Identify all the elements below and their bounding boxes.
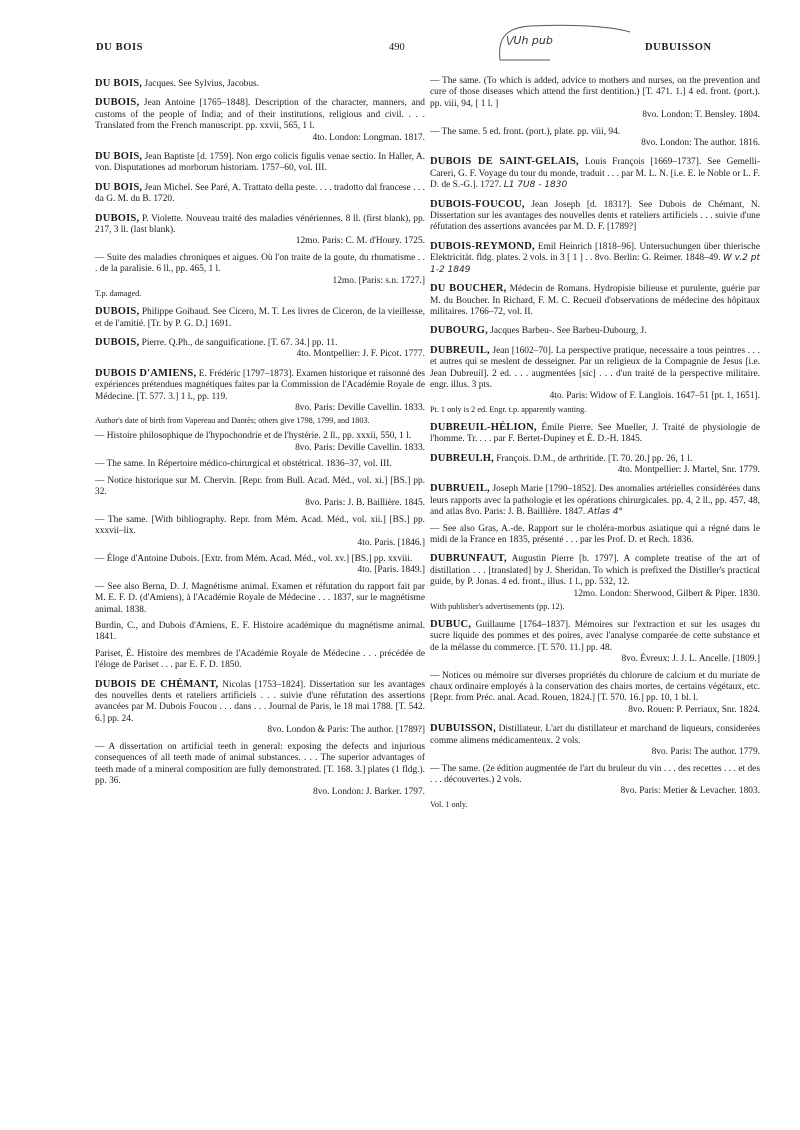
- bibliography-entry: [430, 199, 760, 234]
- entry-headword: DUBOURG,: [430, 325, 488, 337]
- entry-text: P. Violette. Nouveau traité des maladies vénériennes. 8 ll. (first blank), pp. 217, 3 ll. (last blank).: [95, 213, 426, 236]
- bibliography-entry: [95, 182, 425, 206]
- bibliography-entry: [430, 325, 760, 337]
- bibliography-entry: [430, 422, 760, 446]
- entry-text: Augustin Pierre [b. 1797]. A complete treatise of the art of distillation . . . [translated] by J. Sheridan. To which is prefixed the Distiller's practical guide, by P. Jonas. 4 ed. front., illus. 1 l., pp. 532, 12.: [430, 554, 761, 588]
- entry-imprint: 8vo. London: T. Bensley. 1804.: [642, 110, 760, 121]
- left-column: [95, 78, 425, 806]
- entry-text: Jacques. See Sylvius, Jacobus.: [144, 79, 260, 89]
- entry-headword: DUBUC,: [430, 619, 472, 631]
- entry-headword: DUBOIS,: [95, 212, 140, 224]
- entry-text: Jean Antoine [1765–1848]. Description of the character, manners, and customs of the people of India; and of their institutions, religious and civil. . . . Translated from the French manuscript. pp. xxvii, 565, 1 l.: [95, 98, 425, 132]
- entry-text: — The same. (2e édition augmentée de l'art du bruleur du vin . . . des recettes . . . et des . . . découvertes.) 2 vols.: [430, 763, 760, 785]
- entry-headword: DUBOIS,: [95, 336, 140, 348]
- bibliography-entry: [430, 76, 760, 122]
- entry-headword: DUBOIS DE SAINT-GELAIS,: [430, 156, 579, 168]
- entry-text: — See also Gras, A.-de. Rapport sur le choléra-morbus asiatique qui a régné dans le midi de la France en 1835, présenté . . . par les Prof. D. et Rech. 1836.: [430, 523, 760, 545]
- entry-text: Pariset, É. Histoire des membres de l'Académie Royale de Médecine . . . précédée de l'éloge de Pariset . . . par E. F. D. 1850.: [95, 648, 425, 671]
- bibliography-entry: [430, 723, 760, 758]
- entry-text: — The same. [With bibliography. Repr. from Mém. Acad. Méd., vol. xii.] [BS.] pp. xxxvii–lix.: [95, 514, 425, 537]
- entry-imprint: 4to. Paris: Widow of F. Langlois. 1647–51 [pt. 1, 1651].: [549, 391, 760, 402]
- entry-imprint: 12mo. Paris: C. M. d'Houry. 1725.: [295, 236, 425, 247]
- bibliography-entry: [430, 524, 760, 547]
- running-header: [0, 34, 800, 64]
- entry-headword: DUBOIS DE CHÉMANT,: [95, 678, 219, 690]
- entry-text: Médecin de Romans. Hydropisie bilieuse et purulente, guérie par M. du Boucher. In Richard, F. M. C. Recueil d'observations de médecine des hôpitaux militaires. 1766–72, vol. II.: [430, 284, 760, 317]
- entry-text: Pierre. Q.Ph., de sanguificatione. [T. 67. 34.] pp. 11.: [141, 337, 338, 348]
- bibliography-entry: [430, 241, 760, 276]
- bibliography-entry: [430, 127, 760, 150]
- bibliography-entry: [95, 431, 425, 454]
- entry-imprint: 8vo. Rouen: P. Perriaux, Snr. 1824.: [628, 704, 760, 715]
- bibliography-entry: [430, 553, 760, 612]
- entry-headword: DU BOIS,: [95, 78, 143, 89]
- entry-headword: DUBOIS-REYMOND,: [430, 240, 535, 252]
- bibliography-entry: [95, 742, 425, 799]
- bibliography-entry: [95, 213, 425, 248]
- entry-imprint: 12mo. [Paris: s.n. 1727.]: [332, 275, 425, 286]
- entry-text: — The same. In Répertoire médico-chirurgical et obstétrical. 1836–37, vol. III.: [95, 459, 392, 470]
- entry-headword: DUBRUEIL,: [430, 483, 490, 495]
- bibliography-entry: [95, 337, 425, 361]
- bibliography-entry: [95, 78, 425, 90]
- entry-headword: DUBUISSON,: [430, 723, 496, 735]
- bibliography-entry: [430, 156, 760, 191]
- entry-text: Jean Baptiste [d. 1759]. Non ergo colicis figulis venae sectio. In Haller, A. von. Disputationes ad morborum historiam. 1757–60, vol. III.: [95, 152, 426, 174]
- entry-imprint: 4to. London: Longman. 1817.: [312, 132, 425, 143]
- bibliography-entry: [95, 459, 425, 470]
- bibliography-entry: [95, 476, 425, 510]
- entry-text: Joseph Marie [1790–1852]. Des anomalies artérielles considérées dans leurs rapports avec la pathologie et les opérations chirurgicales. pp. 4, 2 ll., pp. 457, 48, and atlas 8vo. Paris: J. B. Baillière. 1847.: [430, 484, 760, 518]
- entry-note: Pt. 1 only is 2 ed. Engr. t.p. apparently wanting.: [430, 404, 587, 414]
- entry-imprint: 8vo. Paris: Metier & Levacher. 1803.: [620, 786, 760, 797]
- bibliography-entry: [430, 283, 760, 318]
- entry-text: Nicolas [1753–1824]. Dissertation sur les avantages des nouvelles dents et rateliers artificiels . . . suivie d'une réfutation des assertions avancées par M. Dubois Foucou . . . dans . . . Journal de Paris, le 18 mai 1788. [T. 542. 6.] pp. 24.: [95, 679, 425, 724]
- entry-imprint: 8vo. London: The author. 1816.: [641, 138, 760, 149]
- entry-text: Émile Pierre. See Mueller, J. Traité de physiologie de l'homme. Tr. . . . par F. Bertet-Dupiney et É. D.-H. 1845.: [430, 422, 760, 445]
- entry-note: Vol. 1 only.: [430, 799, 468, 809]
- bibliography-entry: [430, 764, 760, 810]
- entry-text: — A dissertation on artificial teeth in general: exposing the defects and injurious consequences of all teeth made of animal substances. . . . The superior advantages of teeth made of a mineral composition are fully demonstrated. [T. 168. 3.] plates (1 fldg.). pp. 36.: [95, 741, 425, 786]
- entry-text: — Suite des maladies chroniques et aigues. Où l'on traite de la goute, du rhumatisme . . . de la paralisie. 6 ll., pp. 465, 1 l.: [95, 252, 425, 275]
- entry-imprint: 4to. Paris. [1846.]: [357, 537, 425, 548]
- entry-imprint: 8vo. Paris: The author. 1779.: [651, 747, 760, 758]
- entry-imprint: 8vo. Évreux: J. J. L. Ancelle. [1809.]: [621, 654, 760, 665]
- entry-headword: DU BOUCHER,: [430, 283, 507, 295]
- entry-imprint: 8vo. London & Paris: The author. [1789?]: [267, 725, 425, 736]
- bibliography-entry: [95, 368, 425, 427]
- entry-text: — Notices ou mémoire sur diverses propriétés du chlorure de calcium et du muriate de chaux ordinaire employés à la conservation des chairs mortes, de certains végétaux, etc. [Repr. from Préc. anal. Acad. Rouen, 1824.] [T. 570. 16.] pp. 10, 1 bl. l.: [430, 670, 760, 704]
- entry-text: Jean Michel. See Paré, A. Trattato della peste. . . . tradotto dal francese . . . da G. M. du B. 1720.: [95, 182, 426, 205]
- entry-imprint: 4to. Montpellier: J. Martel, Snr. 1779.: [617, 464, 760, 475]
- entry-imprint: 8vo. Paris: Deville Cavellin. 1833.: [295, 402, 425, 413]
- bibliography-entry: [95, 253, 425, 299]
- bibliography-entry: [430, 483, 760, 518]
- bibliography-entry: [95, 306, 425, 330]
- entry-text: Emil Heinrich [1818–96]. Untersuchungen über thierische Elektricität. fldg. plates. 2 vols. in 3 [ 1 ] . . 8vo. Berlin: G. Reimer. 1848–49.: [430, 241, 761, 264]
- entry-imprint: 4to. Montpellier: J. F. Picot. 1777.: [296, 349, 425, 360]
- right-column: [430, 78, 760, 817]
- bibliography-entry: [95, 554, 425, 577]
- entry-headword: DU BOIS,: [95, 151, 143, 163]
- entry-text: Louis François [1669–1737]. See Gemelli-Careri, G. F. Voyage du tour du monde, traduit . . . par M. L. N. [i.e. E. le Noble or L. F. D. de S.-G.]. 1727.: [430, 157, 760, 191]
- entry-text: Philippe Goibaud. See Cicero, M. T. Les livres de Ciceron, de la vieillesse, et de l'amitié. [Tr. by P. G. D.] 1691.: [95, 307, 426, 329]
- entry-text: François. D.M., de arthritide. [T. 70. 20.] pp. 26, 1 l.: [496, 453, 693, 464]
- entry-headword: DU BOIS,: [95, 181, 143, 193]
- entry-note: With publisher's advertisements (pp. 12).: [430, 602, 565, 612]
- bibliography-entry: [95, 151, 425, 175]
- entry-headword: DUBRUNFAUT,: [430, 553, 507, 565]
- entry-text: Jean Joseph [d. 1831?]. See Dubois de Chémant, N. Dissertation sur les avantages des nouvelles dents et rateliers artificiels . . . suivie d'une réfutation des assertions avancées par M. D. F. [1789?]: [430, 199, 761, 233]
- entry-headword: DUBREUIL-HÉLION,: [430, 421, 537, 433]
- entry-headword: DUBOIS-FOUCOU,: [430, 198, 525, 210]
- entry-note: Author's date of birth from Vapereau and Dantès; others give 1798, 1799, and 1803.: [95, 416, 370, 426]
- entry-text: — Éloge d'Antoine Dubois. [Extr. from Mém. Acad. Méd., vol. xv.] [BS.] pp. xxviii.: [95, 554, 413, 564]
- handwritten-margin-note: W v.2 pt 1-2 1849: [430, 253, 760, 275]
- handwritten-margin-note: L1 7U8 - 1830: [503, 180, 568, 191]
- handwritten-margin-note: Atlas 4°: [587, 507, 624, 518]
- entry-text: Burdin, C., and Dubois d'Amiens, E. F. Histoire académique du magnétisme animal. 1841.: [95, 621, 425, 643]
- entry-headword: DUBREULH,: [430, 452, 494, 464]
- entry-text: E. Frédéric [1797–1873]. Examen historique et raisonné des expériences prétendues magnétiques faites par la Commission de l'Académie Royale de Médecine. [T. 577. 3.] 1 l., pp. 119.: [95, 368, 426, 402]
- bibliography-entry: [430, 671, 760, 717]
- bibliography-entry: [430, 345, 760, 415]
- right-running-head: DUBUISSON: [645, 42, 712, 53]
- entry-text: Guillaume [1764–1837]. Mémoires sur l'extraction et sur les usages du sucre liquide des pommes et des poires, avec l'analyse comparée de cette substance et de la mélasse du commerce. [T. 570. 11.] pp. 48.: [430, 620, 760, 653]
- entry-headword: DUBOIS,: [95, 306, 140, 318]
- entry-headword: DUBOIS D'AMIENS,: [95, 367, 197, 379]
- handwritten-note: \/Uh pub: [506, 34, 553, 47]
- entry-imprint: 8vo. Paris: J. B. Baillière. 1845.: [305, 498, 425, 509]
- entry-text: — See also Berna, D. J. Magnétisme animal. Examen et réfutation du rapport fait par M. E. F. D. (d'Amiens), à l'Académie Royale de Médecine . . . 1837, sur le magnétisme animal. 1838.: [95, 581, 425, 615]
- entry-imprint: 8vo. Paris: Deville Cavellin. 1833.: [295, 442, 425, 453]
- entry-text: — The same. 5 ed. front. (port.), plate. pp. viii, 94.: [430, 126, 621, 137]
- entry-note: T.p. damaged.: [95, 289, 142, 299]
- entry-text: — Notice historique sur M. Chervin. [Repr. from Bull. Acad. Méd., vol. xi.] [BS.] pp. 32.: [95, 475, 425, 497]
- bibliography-entry: [95, 621, 425, 644]
- bibliography-entry: [95, 515, 425, 549]
- entry-text: — Histoire philosophique de l'hypochondrie et de l'hystérie. 2 ll., pp. xxxii, 550, 1 l.: [95, 431, 412, 442]
- entry-text: Jacques Barbeu-. See Barbeu-Dubourg, J.: [490, 326, 647, 337]
- entry-imprint: 4to. [Paris. 1849.]: [357, 565, 425, 576]
- bibliography-entry: [430, 453, 760, 477]
- bibliography-entry: [430, 619, 760, 666]
- bibliography-entry: [95, 97, 425, 144]
- bibliography-entry: [95, 582, 425, 616]
- entry-text: Distillateur. L'art du distillateur et marchand de liqueurs, considerées comme alimens médicamenteux. 2 vols.: [430, 724, 760, 746]
- entry-text: Jean [1602–70]. La perspective pratique, necessaire a tous peintres . . . et autres qui se meslent de desseigner. Par un religieux de la Compagnie de Jesus [i.e. Jean Dubreuil]. 2 ed. . . . augmentées [sic] . . . d'un traité de la perspective militaire. engr. illus. 3 pts.: [430, 345, 760, 390]
- entry-text: — The same. (To which is added, advice to mothers and nurses, on the prevention and cure of those diseases which attend the first dentition.) [T. 471. 1.] 4 ed. front. (port.). pp. viii, 94, [ 1 l. ]: [430, 76, 760, 109]
- page-number: 490: [389, 42, 405, 53]
- entry-headword: DUBREUIL,: [430, 344, 490, 356]
- left-running-head: DU BOIS: [96, 42, 144, 53]
- entry-imprint: 8vo. London: J. Barker. 1797.: [313, 787, 425, 798]
- bibliography-entry: [95, 679, 425, 737]
- entry-imprint: 12mo. London: Sherwood, Gilbert & Piper. 1830.: [573, 588, 760, 599]
- bibliography-entry: [95, 649, 425, 672]
- entry-headword: DUBOIS,: [95, 97, 140, 109]
